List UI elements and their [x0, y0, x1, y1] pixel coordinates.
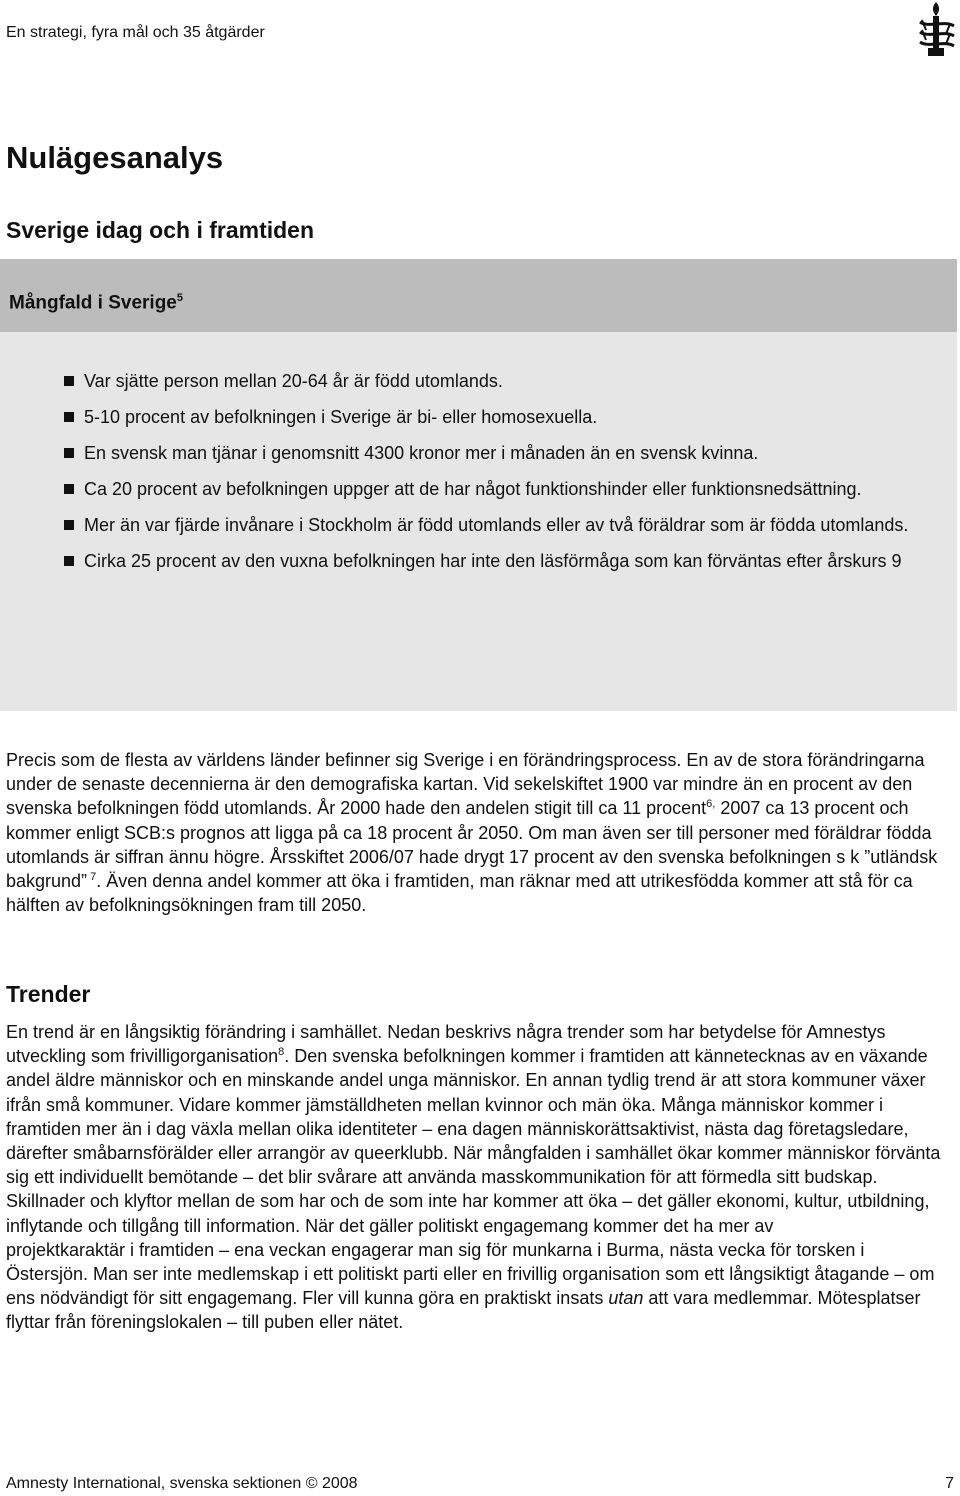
facts-box	[0, 259, 957, 711]
section-subtitle: Sverige idag och i framtiden	[6, 217, 315, 243]
amnesty-candle-logo-icon	[914, 0, 960, 62]
footnote-ref: 7	[87, 871, 97, 884]
square-bullet-icon	[64, 520, 74, 530]
list-item: Ca 20 procent av befolkningen uppger att de har något funktionshinder eller funktionsnedsättning.	[0, 477, 957, 501]
footer-copyright: Amnesty International, svenska sektionen © 2008	[6, 1475, 358, 1492]
list-item: Mer än var fjärde invånare i Stockholm är född utomlands eller av två föräldrar som är födda utomlands.	[0, 513, 957, 537]
paragraph-trends: En trend är en långsiktig förändring i samhället. Nedan beskrivs några trender som har betydelse för Amnestys utveckling som frivilligorganisation$^8$. Den svenska befolkningen kommer i framtiden att kännetecknas av en växande andel äldre människor och en minskande andel unga människor. En annan tydlig trend är att stora kommuner växer ifrån små kommuner. Vidare kommer jämställdheten mellan kvinnor och män öka. Många människor kommer i framtiden mer än i dag växla mellan olika identiteter – ena dagen människorättsaktivist, nästa dag företagsledare, därefter småbarnsförälder eller arrangör av queerklubb. När mångfalden i samhället ökar kommer människor förvänta sig ett individuellt bemötande – det blir svårare att använda masskommunikation för att förmedla sitt budskap. Skillnader och klyftor mellan de som har och de som inte har kommer att öka – det gäller ekonomi, kultur, utbildning, inflytande och tillgång till information. När det gäller politiskt engagemang kommer det ha mer av projektkaraktär i framtiden – ena veckan engagerar man sig för munkarna i Burma, nästa vecka för torsken i Östersjön. Man ser inte medlemskap i ett politiskt parti eller en frivillig organisation som ett långsiktigt åtagande – om ens nödvändigt för sitt engagemang. Fler vill kunna göra en praktiskt insats utan att vara medlemmar. Mötesplatser flyttar från föreningslokalen – till puben eller nätet.	[6, 1022, 941, 1333]
list-item: Cirka 25 procent av den vuxna befolkningen har inte den läsförmåga som kan förväntas efter årskurs 9	[0, 549, 957, 573]
paragraph-demographics: Precis som de flesta av världens länder befinner sig Sverige i en förändringsprocess. En av de stora förändringarna under de senaste decennierna är den demografiska kartan. Vid sekelskiftet 1900 var mindre än en procent av den svenska befolkningen född utomlands. År 2000 hade den andelen stigit till ca 11 procent$^{6,}$ 2007 ca 13 procent och kommer enligt SCB:s prognos att ligga på ca 18 procent år 2050. Om man även ser till personer med föräldrar födda utomlands är siffran ännu högre. Årsskiftet 2006/07 hade drygt 17 procent av den svenska befolkningen s k ”utländsk bakgrund” $^7$. Även denna andel kommer att öka i framtiden, man räknar med att utrikesfödda kommer att stå för ca hälften av befolkningsökningen fram till 2050.	[6, 750, 938, 916]
facts-box-header	[0, 259, 957, 332]
running-header: En strategi, fyra mål och 35 åtgärder	[6, 24, 265, 41]
square-bullet-icon	[64, 412, 74, 422]
footnote-ref: 8	[278, 1046, 285, 1059]
square-bullet-icon	[64, 448, 74, 458]
square-bullet-icon	[64, 484, 74, 494]
footnote-ref: 5	[176, 292, 183, 304]
facts-box-title: Mångfald i Sverige$^5$	[9, 292, 183, 314]
page-title: Nulägesanalys	[6, 140, 224, 175]
square-bullet-icon	[64, 376, 74, 386]
page-number: 7	[945, 1475, 954, 1492]
list-item: Var sjätte person mellan 20-64 år är född utomlands.	[0, 369, 957, 393]
facts-list	[0, 369, 957, 585]
list-item: En svensk man tjänar i genomsnitt 4300 kronor mer i månaden än en svensk kvinna.	[0, 441, 957, 465]
square-bullet-icon	[64, 556, 74, 566]
list-item: 5-10 procent av befolkningen i Sverige är bi- eller homosexuella.	[0, 405, 957, 429]
footnote-ref: 6,	[706, 798, 716, 811]
section-heading-trends: Trender	[6, 981, 91, 1007]
